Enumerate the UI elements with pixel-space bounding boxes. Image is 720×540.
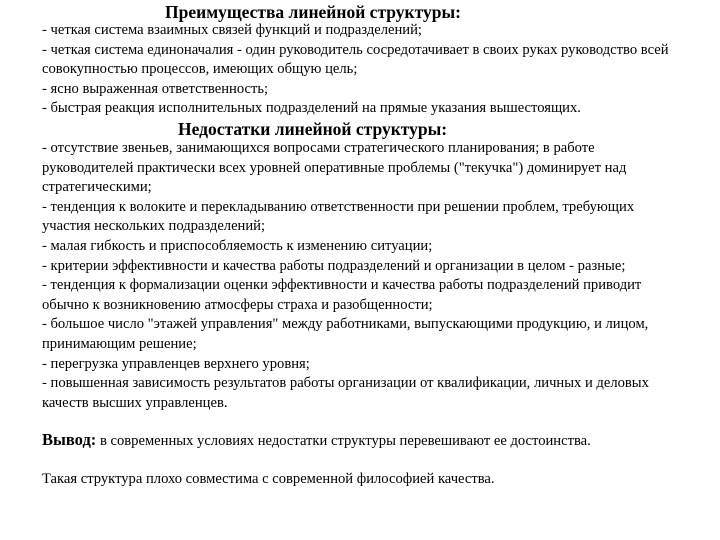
conclusion-label: Вывод:: [42, 430, 97, 449]
list-item: - повышенная зависимость результатов работы организации от квалификации, личных и деловых качеств высших управленцев.: [42, 375, 649, 411]
list-item: - критерии эффективности и качества работы подразделений и организации в целом - разные;: [42, 257, 626, 274]
closing-note: Такая структура плохо совместима с современной философией качества.: [42, 471, 495, 487]
advantages-list: [42, 21, 672, 119]
conclusion-text: в современных условиях недостатки структуры перевешивают ее достоинства.: [96, 433, 591, 449]
list-item: - ясно выраженная ответственность;: [42, 80, 269, 97]
list-item: - тенденция к формализации оценки эффективности и качества работы подразделений приводит обычно к возникновению атмосферы страха и разобщенности;: [42, 277, 642, 313]
disadvantages-heading: Недостатки линейной структуры:: [178, 119, 448, 139]
conclusion: [42, 430, 682, 451]
list-item: - перегрузка управленцев верхнего уровня;: [42, 355, 310, 372]
list-item: - тенденция к волоките и перекладыванию ответственности при решении проблем, требующих участия нескольких подразделений;: [42, 198, 635, 235]
disadvantages-list: [42, 139, 672, 413]
advantages-heading: Преимущества линейной структуры:: [165, 2, 461, 22]
list-item: - быстрая реакция исполнительных подразделений на прямые указания вышестоящих.: [42, 100, 581, 117]
list-item: - большое число "этажей управления" между работниками, выпускающими продукцию, и лицом, принимающим решение;: [42, 316, 649, 352]
list-item: - четкая система взаимных связей функций и подразделений;: [42, 22, 422, 38]
list-item: - малая гибкость и приспособляемость к изменению ситуации;: [42, 237, 433, 254]
list-item: - отсутствие звеньев, занимающихся вопросами стратегического планирования; в работе руководителей практически всех уровней оперативные проблемы ("текучка") доминирует над стратегическими;: [42, 140, 627, 196]
list-item: - четкая система единоначалия - один руководитель сосредотачивает в своих руках руководство всей совокупностью процессов, имеющих общую цель;: [42, 41, 669, 78]
